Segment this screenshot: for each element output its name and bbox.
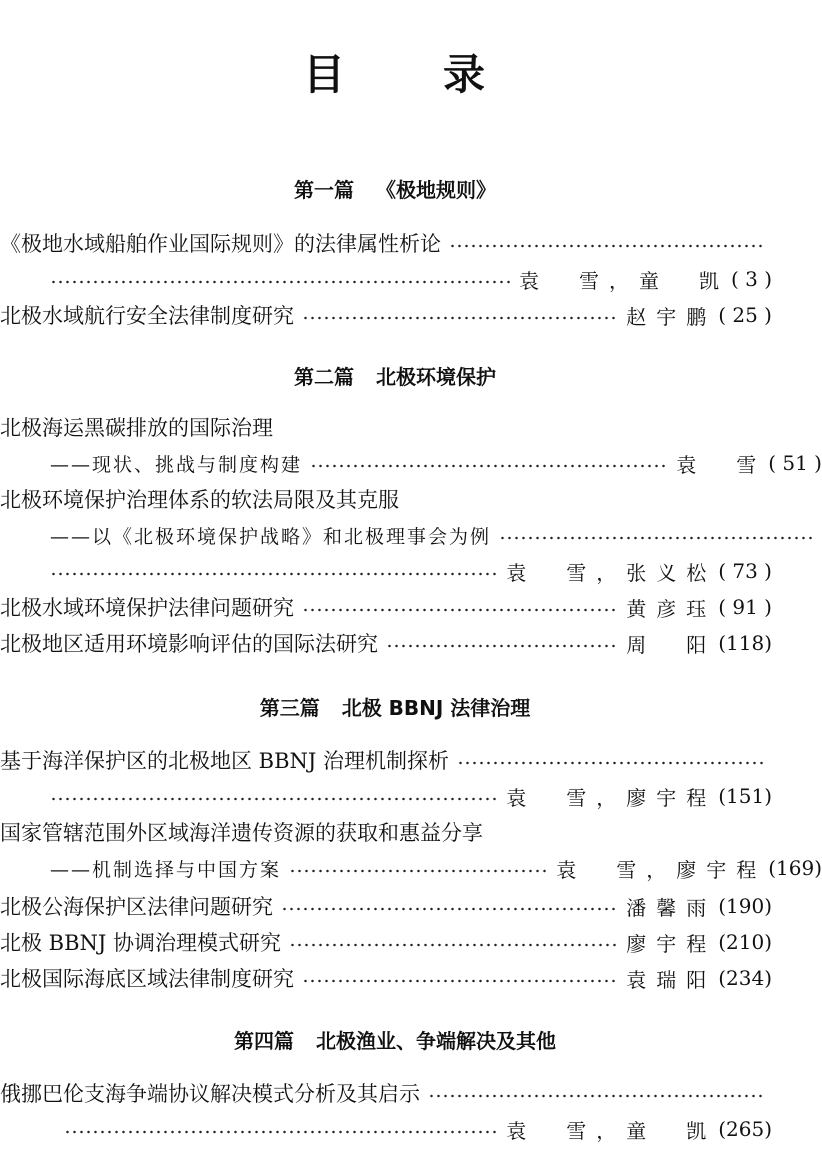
entry-title: 基于海洋保护区的北极地区 BBNJ 治理机制探析 [0, 749, 450, 773]
entry-page: ( 51 ) [768, 451, 822, 475]
entry-author: 赵宇鹏 [626, 304, 717, 329]
entry-subtitle: ——机制选择与中国方案 [50, 858, 282, 881]
toc-entry [0, 555, 772, 587]
toc-entry [0, 890, 772, 922]
toc-entry [0, 852, 822, 884]
entry-title: 北极海运黑碳排放的国际治理 [0, 416, 273, 440]
entry-page: (151) [718, 784, 772, 808]
leader-dots [310, 464, 668, 468]
entry-author: 袁 雪，童 凯 [506, 1118, 717, 1143]
entry-author: 袁瑞阳 [626, 967, 717, 992]
entry-page: (190) [718, 894, 772, 918]
entry-page: (234) [718, 966, 772, 990]
section-number: 第二篇 [294, 365, 354, 389]
leader-dots [281, 907, 618, 911]
toc-entry [0, 627, 772, 659]
section-number: 第一篇 [294, 178, 354, 202]
toc-entry [0, 962, 772, 994]
section-heading [0, 1025, 790, 1054]
entry-author: 袁 雪，廖宇程 [556, 857, 767, 882]
entry-author: 袁 雪 [676, 452, 767, 477]
entry-author: 袁 雪，张义松 [506, 560, 717, 585]
entry-author: 袁 雪，廖宇程 [506, 785, 717, 810]
leader-dots [428, 1094, 764, 1098]
entry-author: 周 阳 [626, 632, 717, 657]
entry-page: (210) [718, 930, 772, 954]
page-title [0, 42, 790, 102]
entry-title: 北极环境保护治理体系的软法局限及其克服 [0, 488, 399, 512]
section-name: 北极渔业、争端解决及其他 [316, 1029, 556, 1053]
section-name: 北极环境保护 [376, 365, 496, 389]
leader-dots [457, 761, 764, 765]
toc-entry [0, 411, 772, 443]
entry-title: 北极国际海底区域法律制度研究 [0, 967, 294, 991]
entry-title: 北极地区适用环境影响评估的国际法研究 [0, 632, 378, 656]
leader-dots [50, 572, 498, 576]
leader-dots [449, 244, 764, 248]
toc-entry [0, 299, 772, 331]
entry-title: 俄挪巴伦支海争端协议解决模式分析及其启示 [0, 1082, 420, 1106]
title-char: 目 [302, 50, 347, 99]
entry-title: 北极公海保护区法律问题研究 [0, 895, 273, 919]
toc-entry [0, 1113, 772, 1145]
toc-entry [0, 447, 822, 479]
toc-entry [0, 483, 772, 515]
toc-entry [0, 519, 822, 551]
entry-page: ( 3 ) [730, 267, 772, 291]
entry-author: 黄彦珏 [626, 596, 717, 621]
entry-title: 北极水域环境保护法律问题研究 [0, 596, 294, 620]
entry-page: ( 25 ) [718, 303, 772, 327]
section-number: 第四篇 [234, 1029, 294, 1053]
leader-dots [50, 280, 511, 284]
toc-entry [0, 744, 772, 776]
entry-page: ( 91 ) [718, 595, 772, 619]
entry-page: (169) [768, 856, 822, 880]
leader-dots [50, 797, 498, 801]
entry-author: 袁 雪，童 凯 [518, 268, 729, 293]
entry-author: 廖宇程 [626, 931, 717, 956]
leader-dots [64, 1130, 498, 1134]
leader-dots [499, 536, 814, 540]
entry-author: 潘馨雨 [626, 895, 717, 920]
entry-subtitle: ——以《北极环境保护战略》和北极理事会为例 [50, 525, 492, 548]
toc-entry [0, 1077, 772, 1109]
leader-dots [302, 979, 618, 983]
entry-page: (118) [718, 631, 772, 655]
leader-dots [302, 316, 618, 320]
leader-dots [289, 869, 548, 873]
entry-title: 北极水域航行安全法律制度研究 [0, 304, 294, 328]
toc-entry [0, 926, 772, 958]
toc-entry [0, 227, 772, 259]
entry-page: ( 73 ) [718, 559, 772, 583]
toc-entry [0, 591, 772, 623]
section-name: 北极 BBNJ 法律治理 [341, 696, 531, 720]
leader-dots [289, 943, 618, 947]
toc-entry [0, 780, 772, 812]
entry-page: (265) [718, 1117, 772, 1141]
section-number: 第三篇 [259, 696, 320, 720]
entry-title: 国家管辖范围外区域海洋遗传资源的获取和惠益分享 [0, 821, 483, 845]
entry-subtitle: ——现状、挑战与制度构建 [50, 453, 303, 476]
section-name: 《极地规则》 [376, 178, 496, 202]
toc-entry [0, 263, 772, 295]
entry-title: 《极地水域船舶作业国际规则》的法律属性析论 [0, 232, 441, 256]
section-heading [0, 692, 790, 721]
toc-entry [0, 816, 772, 848]
leader-dots [386, 644, 618, 648]
title-char: 录 [443, 50, 488, 99]
leader-dots [302, 608, 618, 612]
section-heading [0, 174, 790, 203]
section-heading [0, 361, 790, 390]
entry-title: 北极 BBNJ 协调治理模式研究 [0, 931, 282, 955]
